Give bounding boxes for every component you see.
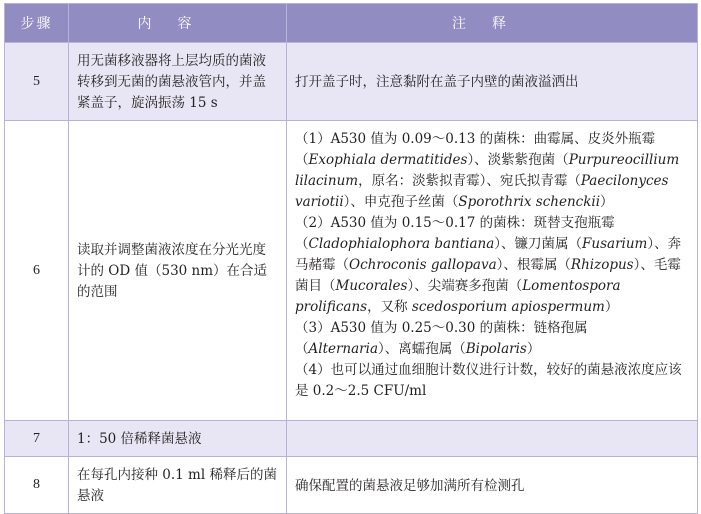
step-content: 1：50 倍稀释菌悬液 — [69, 421, 287, 457]
table-row — [5, 457, 698, 514]
note-item: （4）也可以通过血细胞计数仪进行计数，较好的菌悬液浓度应该是 0.2～2.5 CFU/ml — [295, 362, 682, 399]
step-note: 确保配置的菌悬液足够加满所有检测孔 — [287, 457, 698, 514]
note-item: （1）A530 值为 0.09～0.13 的菌株：曲霉属、皮炎外瓶霉（Exophiala dermatitides）、淡紫紫孢菌（Purpureocillium lilacinum，原名：淡紫拟青霉）、宛氏拟青霉（Paecilonyces variotii）、申克孢子丝菌（Sporothrix schenckii） — [295, 131, 680, 210]
note-item: （3）A530 值为 0.25～0.30 的菌株：链格孢属（Alternaria）、离蠕孢属（Bipolaris） — [295, 320, 588, 357]
step-note — [287, 121, 698, 421]
note-item: （2）A530 值为 0.15～0.17 的菌株：斑替支孢瓶霉（Cladophialophora bantiana）、镰刀菌属（Fusarium）、奔马赭霉（Ochroconis gallopava）、根霉属（Rhizopus）、毛霉菌目（Mucorales）、尖端赛多孢菌（Lomentospora prolificans，又称 scedosporium apiospermum） — [295, 215, 682, 315]
table-row — [5, 43, 698, 121]
step-content: 读取并调整菌液浓度在分光光度计的 OD 值（530 nm）在合适的范围 — [69, 121, 287, 421]
header-content: 内容 — [69, 4, 287, 43]
table-header — [5, 4, 698, 43]
table-row — [5, 421, 698, 457]
step-number: 7 — [5, 421, 69, 457]
step-number: 8 — [5, 457, 69, 514]
step-note — [287, 421, 698, 457]
table-row — [5, 121, 698, 421]
procedure-table — [4, 3, 698, 514]
step-content: 在每孔内接种 0.1 ml 稀释后的菌悬液 — [69, 457, 287, 514]
header-note: 注释 — [287, 4, 698, 43]
step-note: 打开盖子时，注意黏附在盖子内壁的菌液溢洒出 — [287, 43, 698, 121]
step-number: 6 — [5, 121, 69, 421]
header-step: 步骤 — [5, 4, 69, 43]
step-number: 5 — [5, 43, 69, 121]
step-content: 用无菌移液器将上层均质的菌液转移到无菌的菌悬液管内，并盖紧盖子，旋涡振荡 15 s — [69, 43, 287, 121]
